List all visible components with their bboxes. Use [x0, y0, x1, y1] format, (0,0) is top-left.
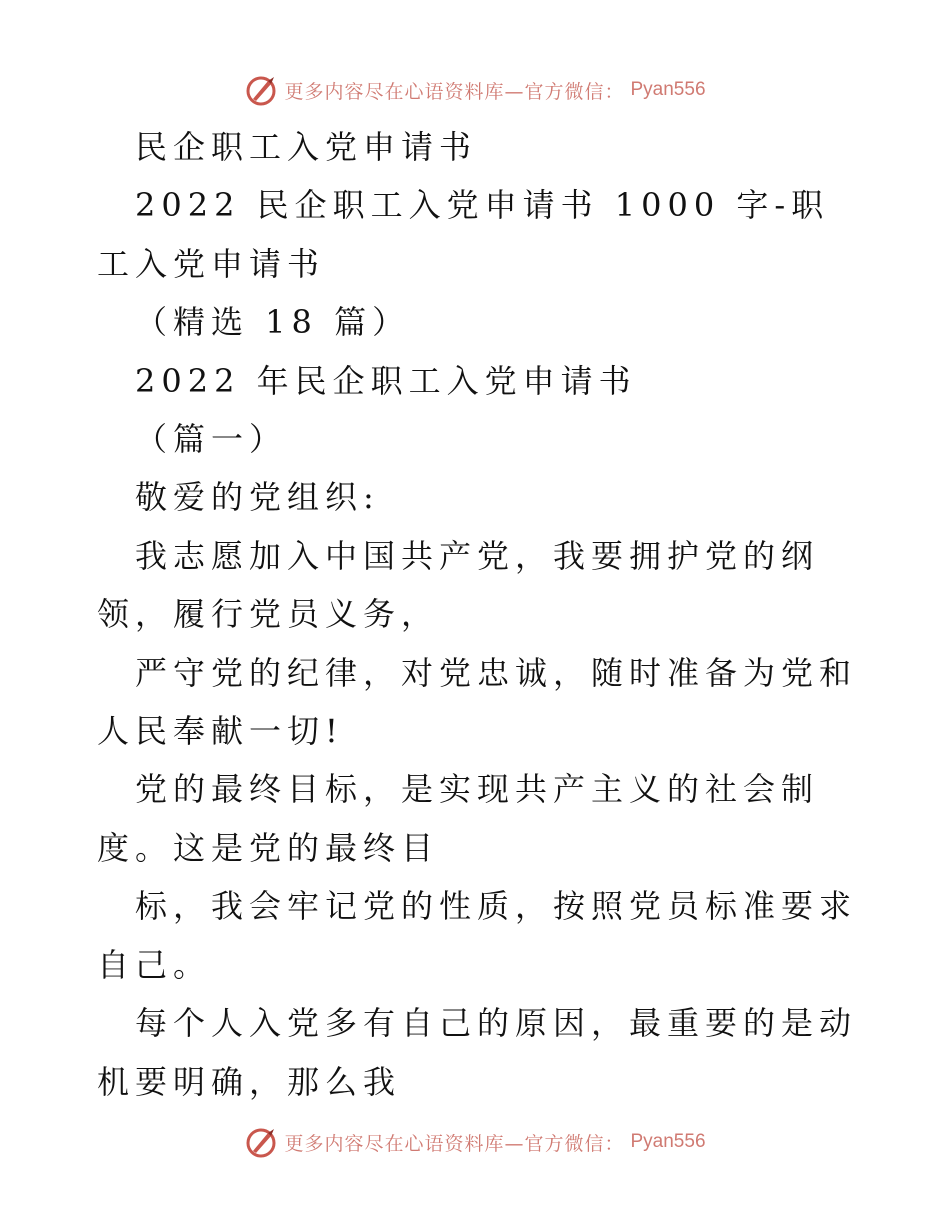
- quill-logo-icon: [244, 1125, 278, 1159]
- quill-logo-icon: [244, 73, 278, 107]
- footer-watermark: [0, 1122, 950, 1162]
- paragraph: 严守党的纪律，对党忠诚，随时准备为党和人民奉献一切!: [97, 653, 858, 751]
- paragraph: 2022 年民企职工入党申请书: [135, 361, 637, 400]
- paragraph: （精选 18 篇）: [135, 303, 411, 342]
- paragraph: 2022 民企职工入党申请书 1000 字-职工入党申请书: [97, 186, 830, 283]
- header-watermark: [0, 70, 950, 110]
- paragraph: 每个人入党多有自己的原因，最重要的是动机要明确，那么我: [97, 1004, 858, 1101]
- paragraph: 党的最终目标，是实现共产主义的社会制度。这是党的最终目: [97, 770, 820, 867]
- paragraph: 我志愿加入中国共产党，我要拥护党的纲领，履行党员义务，: [97, 536, 820, 634]
- watermark-handle: Pyan556: [630, 79, 706, 100]
- watermark-handle: Pyan556: [630, 1131, 706, 1152]
- paragraph: 民企职工入党申请书: [135, 128, 478, 166]
- watermark-text: 更多内容尽在心语资料库—官方微信：: [284, 80, 625, 103]
- watermark-text: 更多内容尽在心语资料库—官方微信：: [284, 1132, 625, 1155]
- document-body: [97, 118, 857, 1111]
- paragraph: 敬爱的党组织:: [135, 478, 380, 517]
- paragraph: （篇一）: [135, 420, 288, 459]
- paragraph: 标，我会牢记党的性质，按照党员标准要求自己。: [97, 887, 858, 984]
